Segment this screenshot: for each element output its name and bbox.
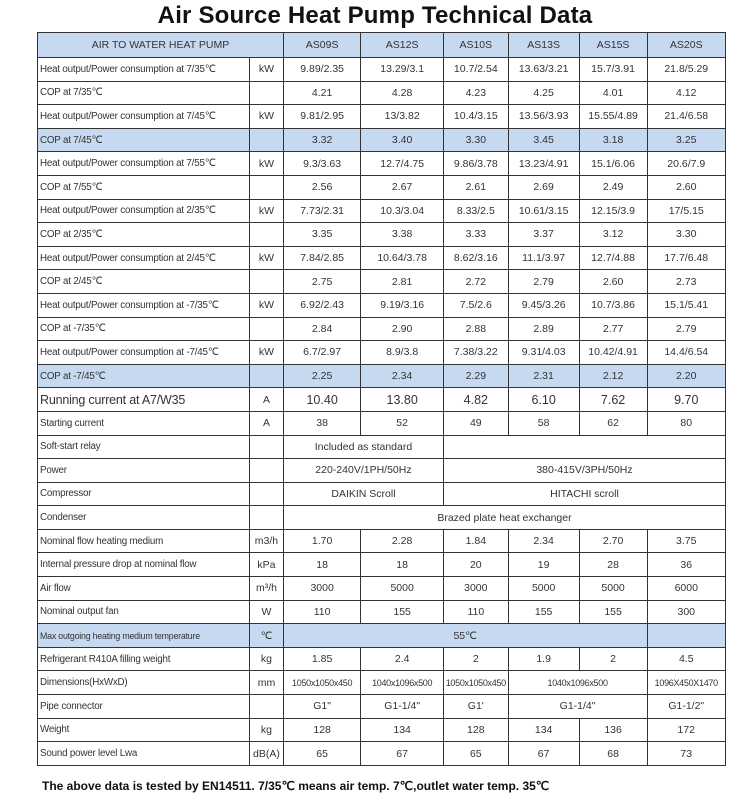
value-cell: 68 <box>579 742 647 766</box>
value-cell: 49 <box>443 411 508 435</box>
value-cell: 3.38 <box>361 223 444 247</box>
value-cell: 3.33 <box>443 223 508 247</box>
value-cell: 12.15/3.9 <box>579 199 647 223</box>
row-label: COP at 7/35℃ <box>38 81 250 105</box>
value-cell: 20.6/7.9 <box>647 152 726 176</box>
value-cell: Included as standard <box>283 435 443 459</box>
row-unit <box>250 270 284 294</box>
value-cell: 7.5/2.6 <box>443 293 508 317</box>
value-cell: 3.40 <box>361 128 444 152</box>
row-unit <box>250 128 284 152</box>
row-label: Nominal output fan <box>38 600 250 624</box>
value-cell: 7.73/2.31 <box>283 199 360 223</box>
table-row <box>38 577 726 601</box>
table-row <box>38 152 726 176</box>
value-cell: 67 <box>361 742 444 766</box>
value-cell: 9.45/3.26 <box>508 293 579 317</box>
value-cell: 9.81/2.95 <box>283 105 360 129</box>
value-cell: 2.4 <box>361 647 444 671</box>
value-cell: 1.84 <box>443 529 508 553</box>
row-unit: kW <box>250 58 284 82</box>
value-cell: 2 <box>443 647 508 671</box>
empty-cell <box>647 624 726 648</box>
value-cell: 38 <box>283 411 360 435</box>
row-unit <box>250 317 284 341</box>
model-header: AS20S <box>647 33 726 58</box>
value-cell: 10.64/3.78 <box>361 246 444 270</box>
value-cell: 13/3.82 <box>361 105 444 129</box>
value-cell: 1050x1050x450 <box>443 671 508 695</box>
value-cell: 2.77 <box>579 317 647 341</box>
value-cell: 8.9/3.8 <box>361 341 444 365</box>
value-cell: 2.56 <box>283 175 360 199</box>
value-cell: 9.70 <box>647 388 726 412</box>
value-cell: 9.89/2.35 <box>283 58 360 82</box>
table-row <box>38 529 726 553</box>
value-cell: 18 <box>361 553 444 577</box>
value-cell: 3.18 <box>579 128 647 152</box>
row-unit: kW <box>250 105 284 129</box>
value-cell: 4.5 <box>647 647 726 671</box>
value-cell: 9.3/3.63 <box>283 152 360 176</box>
value-cell: G1" <box>283 695 360 719</box>
table-row <box>38 128 726 152</box>
value-cell: 11.1/3.97 <box>508 246 579 270</box>
table-row <box>38 341 726 365</box>
value-cell: 2.70 <box>579 529 647 553</box>
value-cell: 9.86/3.78 <box>443 152 508 176</box>
value-cell: 7.38/3.22 <box>443 341 508 365</box>
spec-table <box>37 32 726 766</box>
value-cell: 1040x1096x500 <box>508 671 647 695</box>
row-label: Compressor <box>38 482 250 506</box>
row-unit: m3/h <box>250 529 284 553</box>
value-cell: 155 <box>361 600 444 624</box>
model-header: AS10S <box>443 33 508 58</box>
value-cell: 65 <box>283 742 360 766</box>
value-cell: 4.82 <box>443 388 508 412</box>
row-label: Starting current <box>38 411 250 435</box>
value-cell: 2.90 <box>361 317 444 341</box>
value-cell: 2.49 <box>579 175 647 199</box>
row-label: Air flow <box>38 577 250 601</box>
value-cell: 2.25 <box>283 364 360 388</box>
model-header: AS15S <box>579 33 647 58</box>
row-label: Heat output/Power consumption at 7/35℃ <box>38 58 250 82</box>
value-cell: 1040x1096x500 <box>361 671 444 695</box>
value-cell: 4.25 <box>508 81 579 105</box>
value-cell: 128 <box>283 718 360 742</box>
value-cell: 12.7/4.88 <box>579 246 647 270</box>
table-row <box>38 742 726 766</box>
row-unit: A <box>250 388 284 412</box>
row-label: Dimensions(HxWxD) <box>38 671 250 695</box>
value-cell: G1-1/4" <box>361 695 444 719</box>
row-label: COP at -7/35℃ <box>38 317 250 341</box>
row-unit <box>250 81 284 105</box>
row-unit <box>250 364 284 388</box>
value-cell: 134 <box>508 718 579 742</box>
value-cell: 8.62/3.16 <box>443 246 508 270</box>
value-cell: 2.12 <box>579 364 647 388</box>
table-row <box>38 293 726 317</box>
table-row <box>38 482 726 506</box>
table-row <box>38 199 726 223</box>
value-cell: 3.37 <box>508 223 579 247</box>
row-label: Heat output/Power consumption at 7/45℃ <box>38 105 250 129</box>
row-unit <box>250 435 284 459</box>
row-label: Weight <box>38 718 250 742</box>
row-unit: kPa <box>250 553 284 577</box>
value-cell: 2.20 <box>647 364 726 388</box>
value-cell: 21.4/6.58 <box>647 105 726 129</box>
row-label: Pipe connector <box>38 695 250 719</box>
row-unit: kW <box>250 199 284 223</box>
value-cell: 2.72 <box>443 270 508 294</box>
value-cell: 5000 <box>361 577 444 601</box>
row-unit: kW <box>250 246 284 270</box>
value-cell: 6.7/2.97 <box>283 341 360 365</box>
value-cell: 19 <box>508 553 579 577</box>
value-cell: 67 <box>508 742 579 766</box>
value-cell: 2.84 <box>283 317 360 341</box>
row-unit: mm <box>250 671 284 695</box>
value-cell: 1.9 <box>508 647 579 671</box>
value-cell: 155 <box>579 600 647 624</box>
row-label: COP at 7/55℃ <box>38 175 250 199</box>
value-cell: 3.30 <box>443 128 508 152</box>
row-label: Sound power level Lwa <box>38 742 250 766</box>
value-cell: 10.7/2.54 <box>443 58 508 82</box>
row-unit: kW <box>250 293 284 317</box>
value-cell: 2.31 <box>508 364 579 388</box>
value-cell: 13.63/3.21 <box>508 58 579 82</box>
value-cell: 2.61 <box>443 175 508 199</box>
value-cell: 13.56/3.93 <box>508 105 579 129</box>
table-row <box>38 624 726 648</box>
value-cell: 12.7/4.75 <box>361 152 444 176</box>
value-cell: 300 <box>647 600 726 624</box>
value-cell: 110 <box>443 600 508 624</box>
value-cell: 2.29 <box>443 364 508 388</box>
value-cell: G1' <box>443 695 508 719</box>
value-cell: 10.40 <box>283 388 360 412</box>
value-cell: 10.61/3.15 <box>508 199 579 223</box>
value-cell: 21.8/5.29 <box>647 58 726 82</box>
row-unit <box>250 506 284 530</box>
table-row <box>38 223 726 247</box>
value-cell: 4.28 <box>361 81 444 105</box>
value-cell: Brazed plate heat exchanger <box>283 506 725 530</box>
value-cell: 80 <box>647 411 726 435</box>
row-label: Heat output/Power consumption at -7/45℃ <box>38 341 250 365</box>
row-unit <box>250 459 284 483</box>
row-unit <box>250 695 284 719</box>
value-cell: 380-415V/3PH/50Hz <box>443 459 725 483</box>
value-cell: 110 <box>283 600 360 624</box>
row-unit <box>250 223 284 247</box>
value-cell: 2.69 <box>508 175 579 199</box>
row-label: Condenser <box>38 506 250 530</box>
value-cell: 136 <box>579 718 647 742</box>
table-row <box>38 317 726 341</box>
value-cell: 17/5.15 <box>647 199 726 223</box>
row-label: Heat output/Power consumption at -7/35℃ <box>38 293 250 317</box>
value-cell: 134 <box>361 718 444 742</box>
row-label: Nominal flow heating medium <box>38 529 250 553</box>
table-row <box>38 553 726 577</box>
table-row <box>38 105 726 129</box>
table-row <box>38 600 726 624</box>
value-cell: 1096X450X1470 <box>647 671 726 695</box>
value-cell: 14.4/6.54 <box>647 341 726 365</box>
value-cell: 18 <box>283 553 360 577</box>
table-row <box>38 175 726 199</box>
value-cell: 13.80 <box>361 388 444 412</box>
value-cell: 6.10 <box>508 388 579 412</box>
row-unit <box>250 482 284 506</box>
table-row <box>38 695 726 719</box>
row-unit: kW <box>250 341 284 365</box>
value-cell: 4.01 <box>579 81 647 105</box>
value-cell: 2.67 <box>361 175 444 199</box>
page-title: Air Source Heat Pump Technical Data <box>157 2 593 29</box>
row-label: Refrigerant R410A filling weight <box>38 647 250 671</box>
value-cell: 10.4/3.15 <box>443 105 508 129</box>
row-label: Soft-start relay <box>38 435 250 459</box>
row-unit: m³/h <box>250 577 284 601</box>
value-cell: 220-240V/1PH/50Hz <box>283 459 443 483</box>
value-cell: 10.42/4.91 <box>579 341 647 365</box>
value-cell: 58 <box>508 411 579 435</box>
value-cell: 52 <box>361 411 444 435</box>
value-cell: G1-1/2" <box>647 695 726 719</box>
value-cell: 2.79 <box>647 317 726 341</box>
model-header: AS09S <box>283 33 360 58</box>
row-unit: ℃ <box>250 624 284 648</box>
value-cell: 2.60 <box>579 270 647 294</box>
value-cell: 15.55/4.89 <box>579 105 647 129</box>
value-cell: 4.21 <box>283 81 360 105</box>
row-label: Max outgoing heating medium temperature <box>38 624 250 648</box>
value-cell: 2.34 <box>508 529 579 553</box>
row-label: Heat output/Power consumption at 2/35℃ <box>38 199 250 223</box>
value-cell: 3.12 <box>579 223 647 247</box>
value-cell: 2.73 <box>647 270 726 294</box>
value-cell: DAIKIN Scroll <box>283 482 443 506</box>
row-unit: A <box>250 411 284 435</box>
table-row <box>38 81 726 105</box>
table-row <box>38 270 726 294</box>
value-cell: 17.7/6.48 <box>647 246 726 270</box>
value-cell: 15.1/6.06 <box>579 152 647 176</box>
value-cell: 9.31/4.03 <box>508 341 579 365</box>
model-header: AS13S <box>508 33 579 58</box>
value-cell: 3.30 <box>647 223 726 247</box>
value-cell: 9.19/3.16 <box>361 293 444 317</box>
value-cell: 13.29/3.1 <box>361 58 444 82</box>
value-cell: 3.25 <box>647 128 726 152</box>
row-label: Heat output/Power consumption at 2/45℃ <box>38 246 250 270</box>
value-cell: 1.85 <box>283 647 360 671</box>
header-label: AIR TO WATER HEAT PUMP <box>38 33 284 58</box>
value-cell: 6.92/2.43 <box>283 293 360 317</box>
value-cell: 2.75 <box>283 270 360 294</box>
row-unit: kg <box>250 647 284 671</box>
table-row <box>38 671 726 695</box>
value-cell: 2.60 <box>647 175 726 199</box>
value-cell: 10.7/3.86 <box>579 293 647 317</box>
value-cell: 2.89 <box>508 317 579 341</box>
empty-cell <box>443 435 725 459</box>
value-cell: 8.33/2.5 <box>443 199 508 223</box>
value-cell: 1.70 <box>283 529 360 553</box>
table-row <box>38 647 726 671</box>
value-cell: 28 <box>579 553 647 577</box>
table-row <box>38 459 726 483</box>
value-cell: 15.7/3.91 <box>579 58 647 82</box>
value-cell: 2 <box>579 647 647 671</box>
row-unit: kg <box>250 718 284 742</box>
value-cell: 2.28 <box>361 529 444 553</box>
value-cell: 55℃ <box>283 624 647 648</box>
value-cell: 1050x1050x450 <box>283 671 360 695</box>
row-unit <box>250 175 284 199</box>
value-cell: 36 <box>647 553 726 577</box>
value-cell: 3.75 <box>647 529 726 553</box>
value-cell: 4.23 <box>443 81 508 105</box>
value-cell: 172 <box>647 718 726 742</box>
row-label: COP at 2/35℃ <box>38 223 250 247</box>
row-label: COP at 7/45℃ <box>38 128 250 152</box>
value-cell: 15.1/5.41 <box>647 293 726 317</box>
table-row <box>38 246 726 270</box>
value-cell: 10.3/3.04 <box>361 199 444 223</box>
value-cell: 6000 <box>647 577 726 601</box>
value-cell: 20 <box>443 553 508 577</box>
header-row <box>38 33 726 58</box>
row-unit: W <box>250 600 284 624</box>
row-label: Heat output/Power consumption at 7/55℃ <box>38 152 250 176</box>
table-row <box>38 364 726 388</box>
row-unit: dB(A) <box>250 742 284 766</box>
value-cell: HITACHI scroll <box>443 482 725 506</box>
footnote: The above data is tested by EN14511. 7/35℃ means air temp. 7℃,outlet water temp. 35℃ <box>42 779 550 793</box>
value-cell: 65 <box>443 742 508 766</box>
model-header: AS12S <box>361 33 444 58</box>
value-cell: 3000 <box>283 577 360 601</box>
row-label: Running current at A7/W35 <box>38 388 250 412</box>
row-unit: kW <box>250 152 284 176</box>
value-cell: 2.88 <box>443 317 508 341</box>
row-label: COP at 2/45℃ <box>38 270 250 294</box>
value-cell: 7.84/2.85 <box>283 246 360 270</box>
table-row <box>38 435 726 459</box>
row-label: COP at -7/45℃ <box>38 364 250 388</box>
table-row <box>38 388 726 412</box>
value-cell: 2.79 <box>508 270 579 294</box>
value-cell: 5000 <box>579 577 647 601</box>
table-row <box>38 718 726 742</box>
value-cell: 2.34 <box>361 364 444 388</box>
value-cell: 2.81 <box>361 270 444 294</box>
value-cell: 73 <box>647 742 726 766</box>
value-cell: 3000 <box>443 577 508 601</box>
value-cell: 3.35 <box>283 223 360 247</box>
value-cell: G1-1/4" <box>508 695 647 719</box>
value-cell: 4.12 <box>647 81 726 105</box>
table-row <box>38 506 726 530</box>
row-label: Power <box>38 459 250 483</box>
value-cell: 5000 <box>508 577 579 601</box>
value-cell: 62 <box>579 411 647 435</box>
value-cell: 13.23/4.91 <box>508 152 579 176</box>
value-cell: 7.62 <box>579 388 647 412</box>
table-row <box>38 411 726 435</box>
row-label: Internal pressure drop at nominal flow <box>38 553 250 577</box>
value-cell: 3.45 <box>508 128 579 152</box>
value-cell: 3.32 <box>283 128 360 152</box>
table-row <box>38 58 726 82</box>
value-cell: 155 <box>508 600 579 624</box>
value-cell: 128 <box>443 718 508 742</box>
